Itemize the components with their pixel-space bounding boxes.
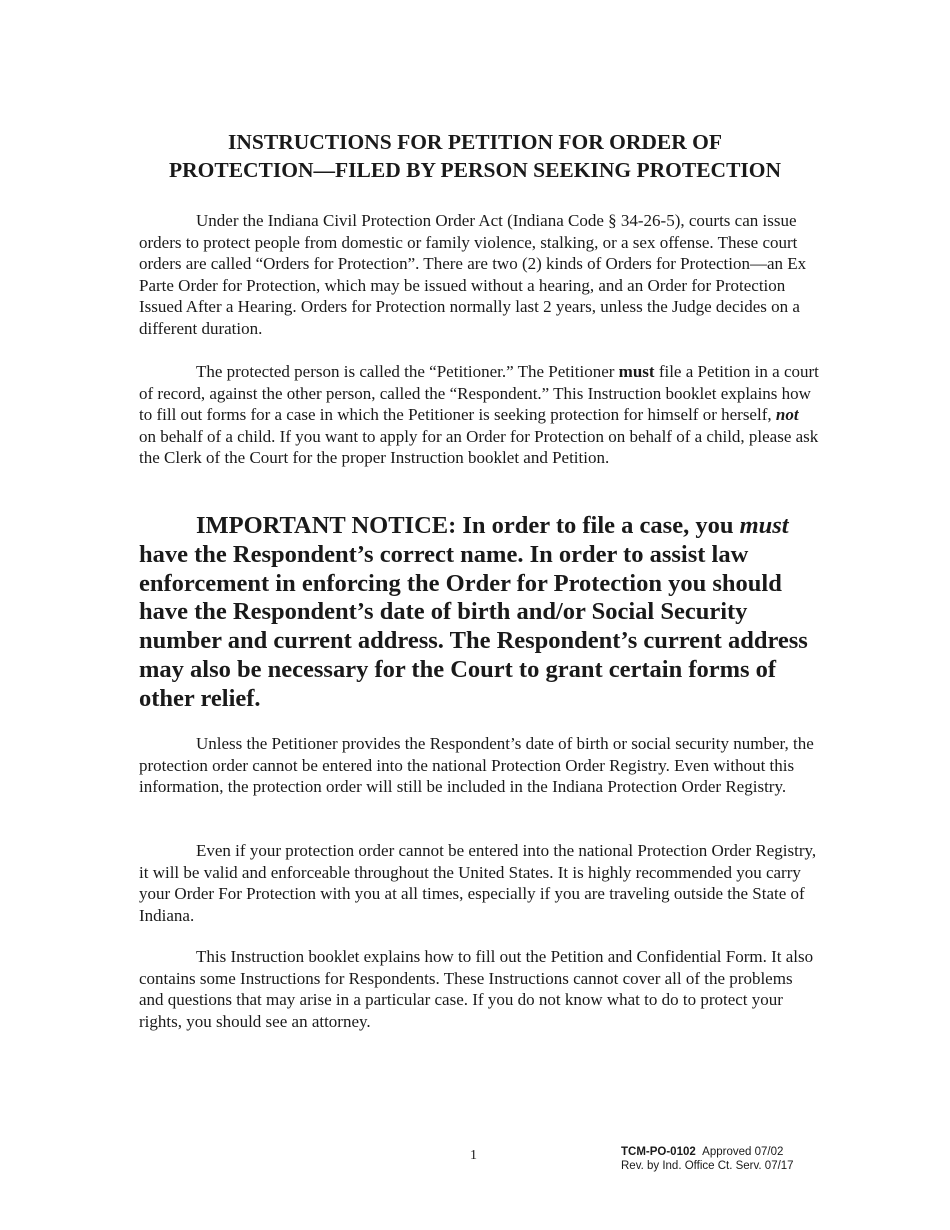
notice-text-a: IMPORTANT NOTICE: In order to file a case, you xyxy=(196,512,740,539)
paragraph-intro xyxy=(139,210,819,339)
paragraph-booklet xyxy=(139,946,819,1032)
page-title xyxy=(120,128,830,184)
title-line-2: PROTECTION—FILED BY PERSON SEEKING PROTECTION xyxy=(168,158,782,182)
paragraph-petitioner-text-b: file a Petition in a court of record, against the other person, called the “Respondent.” This Instruction booklet explains how to fill out forms for a case in which the Petitioner is seeking protection for himself or herself, xyxy=(139,362,819,424)
title-line-1: INSTRUCTIONS FOR PETITION FOR ORDER OF xyxy=(228,130,722,154)
page-number: 1 xyxy=(470,1148,477,1163)
paragraph-petitioner-text-c: on behalf of a child. If you want to apply for an Order for Protection on behalf of a child, please ask the Clerk of the Court for the proper Instruction booklet and Petition. xyxy=(139,426,819,467)
form-code: TCM-PO-0102 xyxy=(621,1146,696,1158)
paragraph-enforceable-text: Even if your protection order cannot be entered into the national Protection Order Registry, it will be valid and enforceable throughout the United States. It is highly recommended you carry your Order For Protection with you at all times, especially if you are traveling outside the State of Indiana. xyxy=(139,841,817,925)
revision-note: Rev. by Ind. Office Ct. Serv. 07/17 xyxy=(621,1160,794,1172)
emphasis-must: must xyxy=(618,362,655,381)
paragraph-registry xyxy=(139,733,819,798)
emphasis-not: not xyxy=(775,405,799,424)
paragraph-enforceable xyxy=(139,840,819,926)
paragraph-petitioner xyxy=(139,361,819,469)
approved-date: Approved 07/02 xyxy=(702,1146,784,1158)
paragraph-petitioner-text-a: The protected person is called the “Petitioner.” The Petitioner xyxy=(196,362,619,381)
paragraph-registry-text: Unless the Petitioner provides the Respondent’s date of birth or social security number, the protection order cannot be entered into the national Protection Order Registry. Even without this information, the protection order will still be included in the Indiana Protection Order Registry. xyxy=(139,734,814,796)
notice-text-b: have the Respondent’s correct name. In order to assist law enforcement in enforcing the Order for Protection you should have the Respondent’s date of birth and/or Social Security number and current address. The Respondent’s current address may also be necessary for the Court to grant certain forms of other relief. xyxy=(139,540,808,712)
form-identifier xyxy=(621,1145,821,1173)
paragraph-intro-text: Under the Indiana Civil Protection Order Act (Indiana Code § 34-26-5), courts can issue orders to protect people from domestic or family violence, stalking, or a sex offense. These court orders are called “Orders for Protection”. There are two (2) kinds of Orders for Protection—an Ex Parte Order for Protection, which may be issued without a hearing, and an Order for Protection Issued After a Hearing. Orders for Protection normally last 2 years, unless the Judge decides on a different duration. xyxy=(139,211,807,338)
notice-emphasis-must: must xyxy=(739,512,789,539)
important-notice xyxy=(139,512,819,714)
paragraph-booklet-text: This Instruction booklet explains how to fill out the Petition and Confidential Form. It also contains some Instructions for Respondents. These Instructions cannot cover all of the problems and questions that may arise in a particular case. If you do not know what to do to protect your rights, you should see an attorney. xyxy=(139,947,814,1031)
